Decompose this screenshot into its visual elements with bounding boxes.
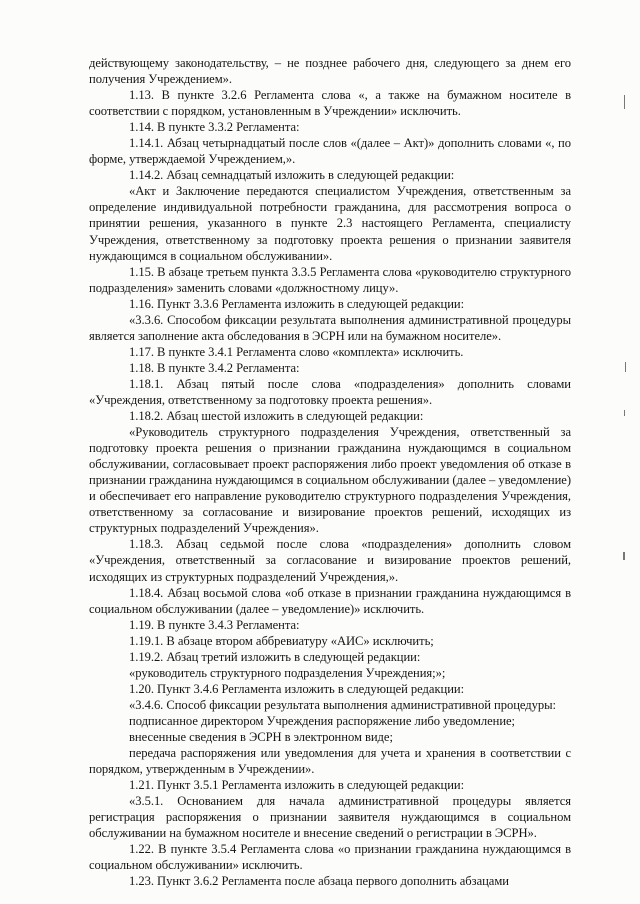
paragraph: 1.13. В пункте 3.2.6 Регламента слова «, а также на бумажном носителе в соответствии с порядком, установленным в Учреждении» исключить.: [89, 88, 571, 119]
paragraph: 1.14. В пункте 3.3.2 Регламента:: [129, 120, 300, 135]
paragraph: 1.22. В пункте 3.5.4 Регламента слова «о признании гражданина нуждающимся в социальном обслуживании» исключить.: [89, 842, 571, 873]
paragraph: 1.18. В пункте 3.4.2 Регламента:: [129, 360, 300, 375]
paragraph: действующему законодательству, – не позднее рабочего дня, следующего за днем его получения Учреждением».: [89, 56, 571, 87]
paragraph: 1.19.1. В абзаце втором аббревиатуру «АИС» исключить;: [129, 633, 434, 648]
scan-edge-mark: [623, 552, 625, 560]
paragraph: подписанное директором Учреждения распоряжение либо уведомление;: [129, 713, 516, 728]
paragraph: 1.20. Пункт 3.4.6 Регламента изложить в следующей редакции:: [129, 681, 465, 696]
scan-edge-mark: [624, 410, 625, 416]
paragraph: 1.14.2. Абзац семнадцатый изложить в следующей редакции:: [129, 168, 455, 183]
paragraph: 1.23. Пункт 3.6.2 Регламента после абзаца первого дополнить абзацами: [129, 874, 509, 889]
paragraph: 1.19.2. Абзац третий изложить в следующей редакции:: [129, 649, 421, 664]
document-page: [89, 55, 571, 889]
paragraph: 1.14.1. Абзац четырнадцатый после слов «(далее – Акт)» дополнить словами «, по форме, утверждаемой Учреждением,».: [89, 136, 571, 167]
scan-edge-mark: [624, 95, 625, 109]
paragraph: «руководитель структурного подразделения Учреждения;»;: [129, 665, 446, 680]
paragraph: 1.21. Пункт 3.5.1 Регламента изложить в следующей редакции:: [129, 778, 465, 793]
paragraph: 1.17. В пункте 3.4.1 Регламента слово «комплекта» исключить.: [129, 344, 464, 359]
paragraph: «Акт и Заключение передаются специалистом Учреждения, ответственным за определение индивидуальной потребности гражданина, для рассмотрения вопроса о принятии решения, указанного в пункте 2.3 настоящего Регламента, специалисту Учреждения, ответственному за подготовку проекта решения о признании заявителя нуждающимся в социальном обслуживании».: [89, 184, 571, 263]
paragraph: 1.18.4. Абзац восьмой слова «об отказе в признании гражданина нуждающимся в социальном обслуживании (далее – уведомление)» исключить.: [89, 585, 571, 616]
paragraph: 1.18.1. Абзац пятый после слова «подразделения» дополнить словами «Учреждения, ответственному за подготовку проекта решения».: [89, 376, 571, 407]
paragraph: 1.15. В абзаце третьем пункта 3.3.5 Регламента слова «руководителю структурного подразделения» заменить словами «должностному лицу».: [89, 264, 571, 295]
paragraph: внесенные сведения в ЭСРН в электронном виде;: [129, 729, 393, 744]
paragraph: 1.19. В пункте 3.4.3 Регламента:: [129, 617, 300, 632]
paragraph: 1.18.3. Абзац седьмой после слова «подразделения» дополнить словом «Учреждения, ответственный за согласование и визирование проектов решений, исходящих из структурных подразделений Учреждения,».: [89, 537, 571, 584]
paragraph: «3.3.6. Способом фиксации результата выполнения административной процедуры является заполнение акта обследования в ЭСРН или на бумажном носителе».: [89, 312, 571, 343]
paragraph: «3.5.1. Основанием для начала административной процедуры является регистрация распоряжения о признании заявителя нуждающимся в социальном обслуживании на бумажном носителе и внесение сведений о регистрации в ЭСРН».: [89, 794, 571, 841]
paragraph: «3.4.6. Способ фиксации результата выполнения административной процедуры:: [129, 697, 556, 712]
paragraph: передача распоряжения или уведомления для учета и хранения в соответствии с порядком, утвержденным в Учреждении».: [89, 746, 571, 777]
paragraph: 1.18.2. Абзац шестой изложить в следующей редакции:: [129, 409, 424, 424]
scan-edge-mark: [625, 362, 626, 372]
paragraph: 1.16. Пункт 3.3.6 Регламента изложить в следующей редакции:: [129, 296, 465, 311]
paragraph: «Руководитель структурного подразделения Учреждения, ответственный за подготовку проекта решения о признании гражданина нуждающимся в социальном обслуживании, согласовывает проект распоряжения либо проект уведомления об отказе в признании гражданина нуждающимся в социальном обслуживании (далее – уведомление) и обеспечивает его направление руководителю структурного подразделения Учреждения, ответственному за согласование и визирование проектов решений, исходящих из структурных подразделений Учреждения».: [89, 425, 571, 536]
